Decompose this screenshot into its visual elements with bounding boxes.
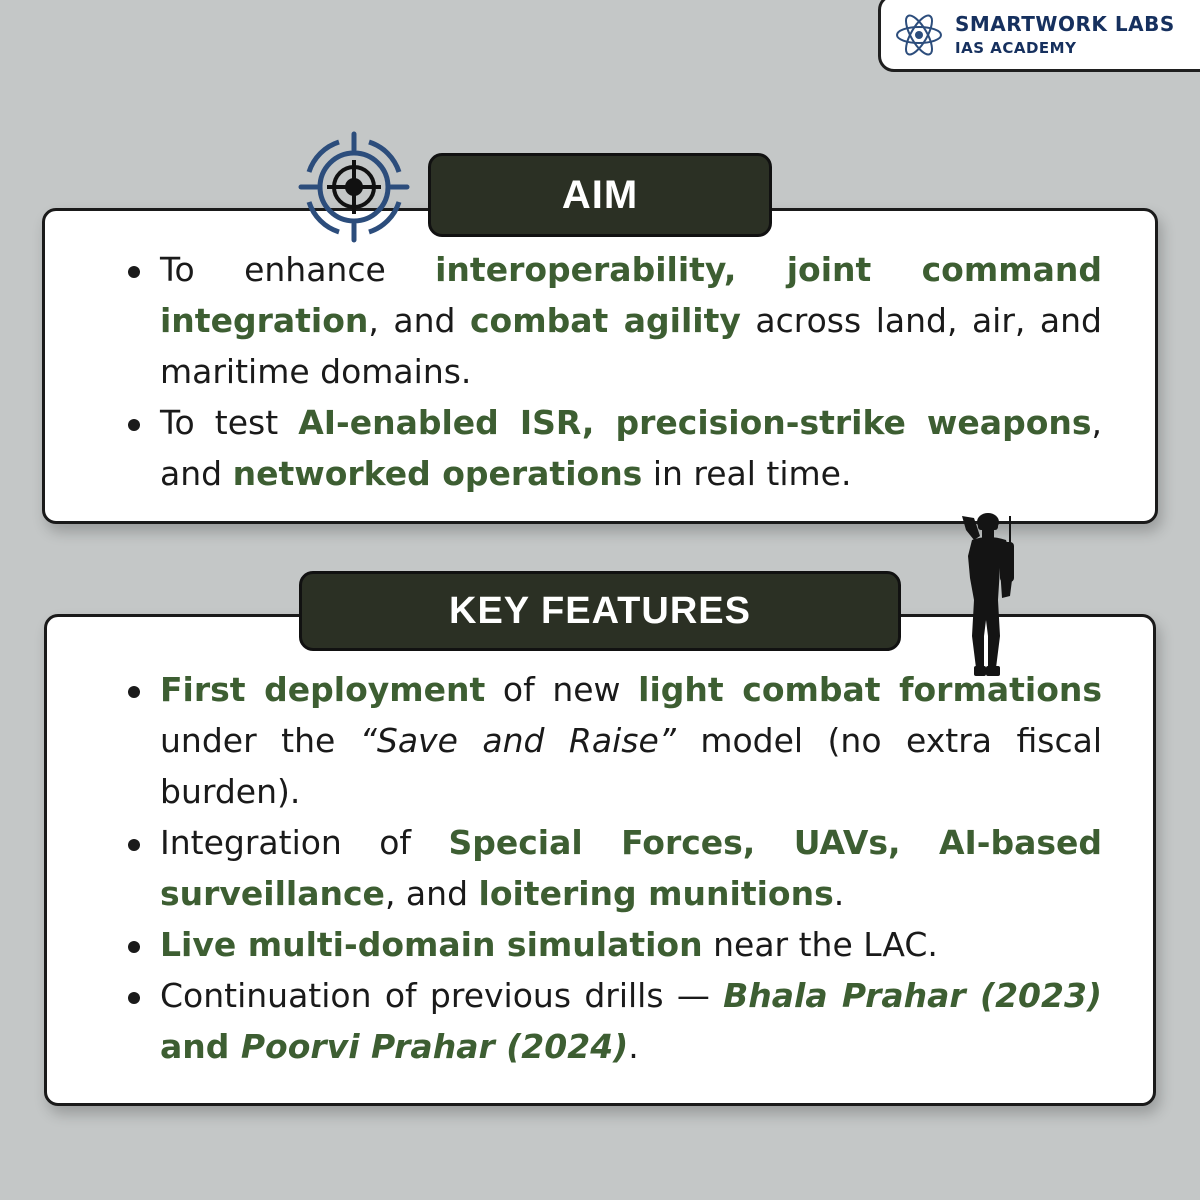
list-item: To test AI-enabled ISR, precision-strike weapons, and networked operations in real time.: [118, 397, 1102, 499]
atom-icon: [895, 11, 951, 59]
saluting-soldier-icon: [944, 508, 1026, 680]
brand-logo: [878, 0, 1200, 72]
brand-subtitle: IAS ACADEMY: [955, 39, 1077, 57]
list-item: First deployment of new light combat formations under the “Save and Raise” model (no extra fiscal burden).: [118, 664, 1102, 817]
target-icon: [297, 130, 411, 244]
aim-heading: AIM: [428, 153, 772, 237]
list-item: Live multi-domain simulation near the LAC.: [118, 919, 1102, 970]
list-item: To enhance interoperability, joint command integration, and combat agility across land, air, and maritime domains.: [118, 244, 1102, 397]
key-features-points: [118, 664, 1102, 1072]
aim-points: [118, 244, 1102, 499]
brand-name: SMARTWORK LABS: [955, 12, 1175, 36]
list-item: Integration of Special Forces, UAVs, AI-based surveillance, and loitering munitions.: [118, 817, 1102, 919]
list-item: Continuation of previous drills — Bhala Prahar (2023) and Poorvi Prahar (2024).: [118, 970, 1102, 1072]
key-features-heading: KEY FEATURES: [299, 571, 901, 651]
